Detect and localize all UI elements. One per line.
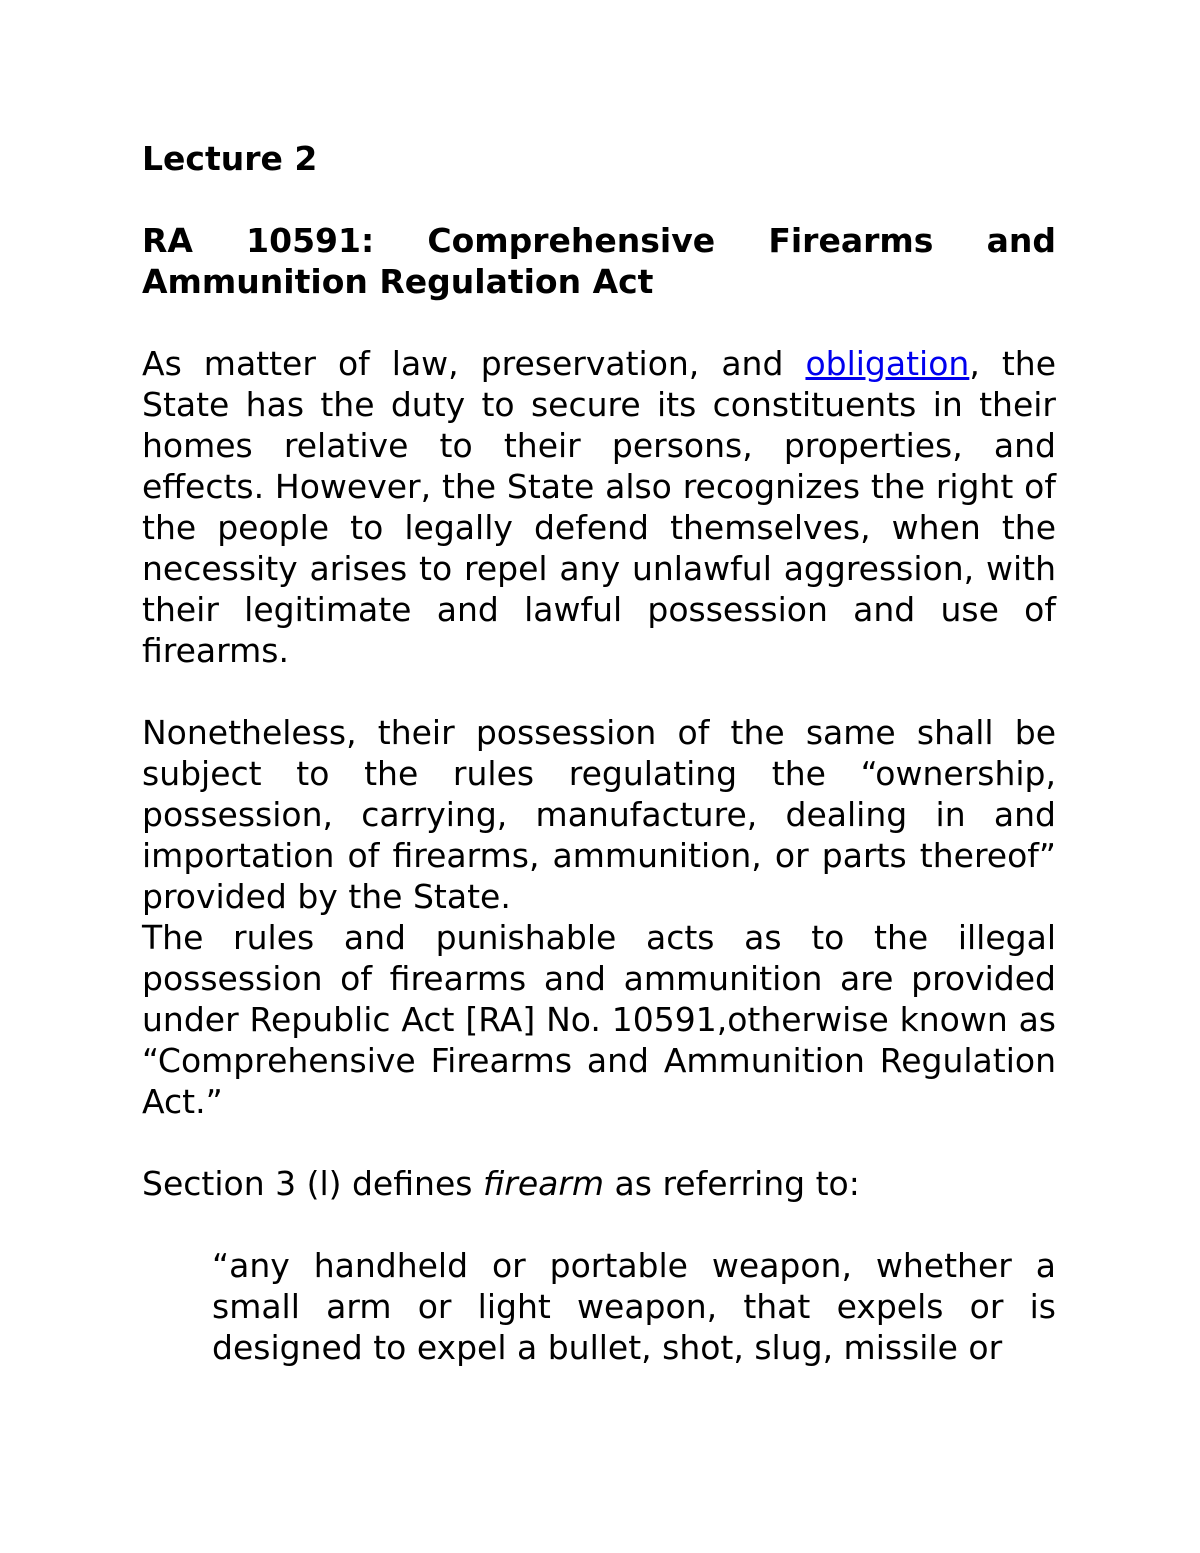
section-3-start: Section 3 (l) defines bbox=[142, 1164, 483, 1203]
paragraph-intro bbox=[142, 343, 1056, 671]
paragraph-intro-rest: , the State has the duty to secure its constituents in their homes relative to their persons, properties, and effects. However, the State also recognizes the right of the people to legally defend themselves, when the necessity arises to repel any unlawful aggression, with their legitimate and lawful possession and use of firearms. bbox=[142, 344, 1056, 670]
section-3-rest: as referring to: bbox=[604, 1164, 860, 1203]
firearm-definition-quote: “any handheld or portable weapon, whether a small arm or light weapon, that expels or is designed to expel a bullet, shot, slug, missile or bbox=[212, 1246, 1056, 1367]
paragraph-nonetheless: Nonetheless, their possession of the same shall be subject to the rules regulating the “ownership, possession, carrying, manufacture, dealing in and importation of firearms, ammunition, or parts thereof” provided by the State. bbox=[142, 713, 1056, 916]
obligation-link[interactable]: obligation bbox=[805, 344, 970, 383]
lecture-title: Lecture 2 bbox=[142, 139, 318, 178]
paragraph-intro-start: As matter of law, preservation, and bbox=[142, 344, 806, 383]
document-title: RA 10591: Comprehensive Firearms and Ammunition Regulation Act bbox=[142, 221, 1056, 301]
firearm-term: firearm bbox=[482, 1164, 605, 1203]
document-page bbox=[142, 138, 1056, 1368]
paragraph-rules: The rules and punishable acts as to the illegal possession of firearms and ammunition are provided under Republic Act [RA] No. 10591,otherwise known as “Comprehensive Firearms and Ammunition Regulation Act.” bbox=[142, 918, 1056, 1121]
paragraph-section-3 bbox=[142, 1163, 1056, 1204]
